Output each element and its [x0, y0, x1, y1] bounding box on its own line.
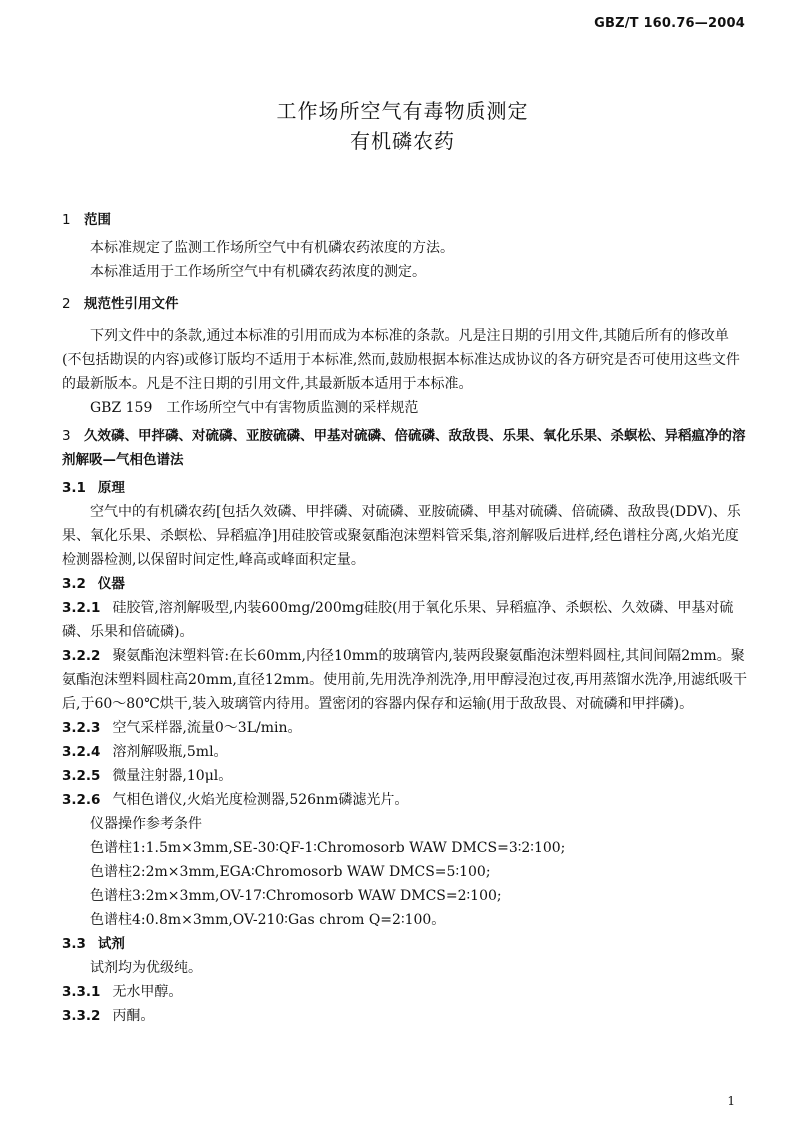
standard-code: GBZ/T 160.76—2004 [594, 16, 745, 31]
page-number: 1 [727, 1094, 735, 1108]
instrument-item-3-2-2: 3.2.2 聚氨酯泡沫塑料管:在长60mm,内径10mm的玻璃管内,装两段聚氨酯泡沫塑料圆柱,其间间隔2mm。聚氨酯泡沫塑料圆柱高20mm,直径12mm。使用前,先用洗净剂洗净,用甲醇浸泡过夜,再用蒸馏水洗净,用滤纸吸干后,于60～80℃烘干,装入玻璃管内待用。置密闭的容器内保存和运输(用于敌敌畏、对硫磷和甲拌磷)。 [62, 648, 747, 712]
conditions-title: 仪器操作参考条件 [90, 816, 202, 832]
instrument-item-3-2-3: 3.2.3 空气采样器,流量0～3L/min。 [62, 720, 302, 736]
reagent-item-3-3-1: 3.3.1 无水甲醇。 [62, 984, 183, 1000]
reference-item: GBZ 159 工作场所空气中有害物质监测的采样规范 [90, 400, 419, 416]
subsection-heading-3-3: 3.3 试剂 [62, 936, 125, 952]
instrument-item-3-2-1: 3.2.1 硅胶管,溶剂解吸型,内装600mg/200mg硅胶(用于氧化乐果、异稻瘟净、杀螟松、久效磷、甲基对硫磷、乐果和倍硫磷)。 [62, 600, 734, 640]
document-title-line1: 工作场所空气有毒物质测定 [276, 99, 529, 123]
reagent-item-3-3-2: 3.3.2 丙酮。 [62, 1008, 155, 1024]
column-condition-4: 色谱柱4:0.8m×3mm,OV-210∶Gas chrom Q=2∶100。 [90, 912, 446, 928]
section-heading-2: 2 规范性引用文件 [62, 296, 179, 312]
references-paragraph: 下列文件中的条款,通过本标准的引用而成为本标准的条款。凡是注日期的引用文件,其随后所有的修改单(不包括勘误的内容)或修订版均不适用于本标准,然而,鼓励根据本标准达成协议的各方研究是否可使用这些文件的最新版本。凡是不注日期的引用文件,其最新版本适用于本标准。 [62, 328, 740, 392]
instrument-item-3-2-4: 3.2.4 溶剂解吸瓶,5ml。 [62, 744, 228, 760]
instrument-item-3-2-6: 3.2.6 气相色谱仪,火焰光度检测器,526nm磷滤光片。 [62, 792, 409, 808]
operating-conditions [62, 812, 748, 932]
principle-paragraph: 空气中的有机磷农药[包括久效磷、甲拌磷、对硫磷、亚胺硫磷、甲基对硫磷、倍硫磷、敌敌畏(DDV)、乐果、氧化乐果、杀螟松、异稻瘟净]用硅胶管或聚氨酯泡沫塑料管采集,溶剂解吸后进样,经色谱柱分离,火焰光度检测器检测,以保留时间定性,峰高或峰面积定量。 [62, 504, 741, 568]
scope-paragraph-2: 本标准适用于工作场所空气中有机磷农药浓度的测定。 [90, 264, 426, 280]
column-condition-3: 色谱柱3:2m×3mm,OV-17∶Chromosorb WAW DMCS=2∶100; [90, 888, 502, 904]
scope-paragraph-1: 本标准规定了监测工作场所空气中有机磷农药浓度的方法。 [90, 240, 454, 256]
subsection-heading-3-2: 3.2 仪器 [62, 576, 125, 592]
section-heading-3: 3 久效磷、甲拌磷、对硫磷、亚胺硫磷、甲基对硫磷、倍硫磷、敌敌畏、乐果、氧化乐果、杀螟松、异稻瘟净的溶剂解吸—气相色谱法 [62, 428, 746, 468]
column-condition-2: 色谱柱2:2m×3mm,EGA∶Chromosorb WAW DMCS=5∶100; [90, 864, 491, 880]
document-body [62, 208, 748, 1028]
column-condition-1: 色谱柱1:1.5m×3mm,SE-30∶QF-1∶Chromosorb WAW DMCS=3∶2∶100; [90, 840, 566, 856]
instrument-item-3-2-5: 3.2.5 微量注射器,10μl。 [62, 768, 233, 784]
document-title-line2: 有机磷农药 [350, 129, 455, 153]
reagents-paragraph: 试剂均为优级纯。 [90, 960, 202, 976]
section-heading-1: 1 范围 [62, 212, 111, 228]
subsection-heading-3-1: 3.1 原理 [62, 480, 125, 496]
